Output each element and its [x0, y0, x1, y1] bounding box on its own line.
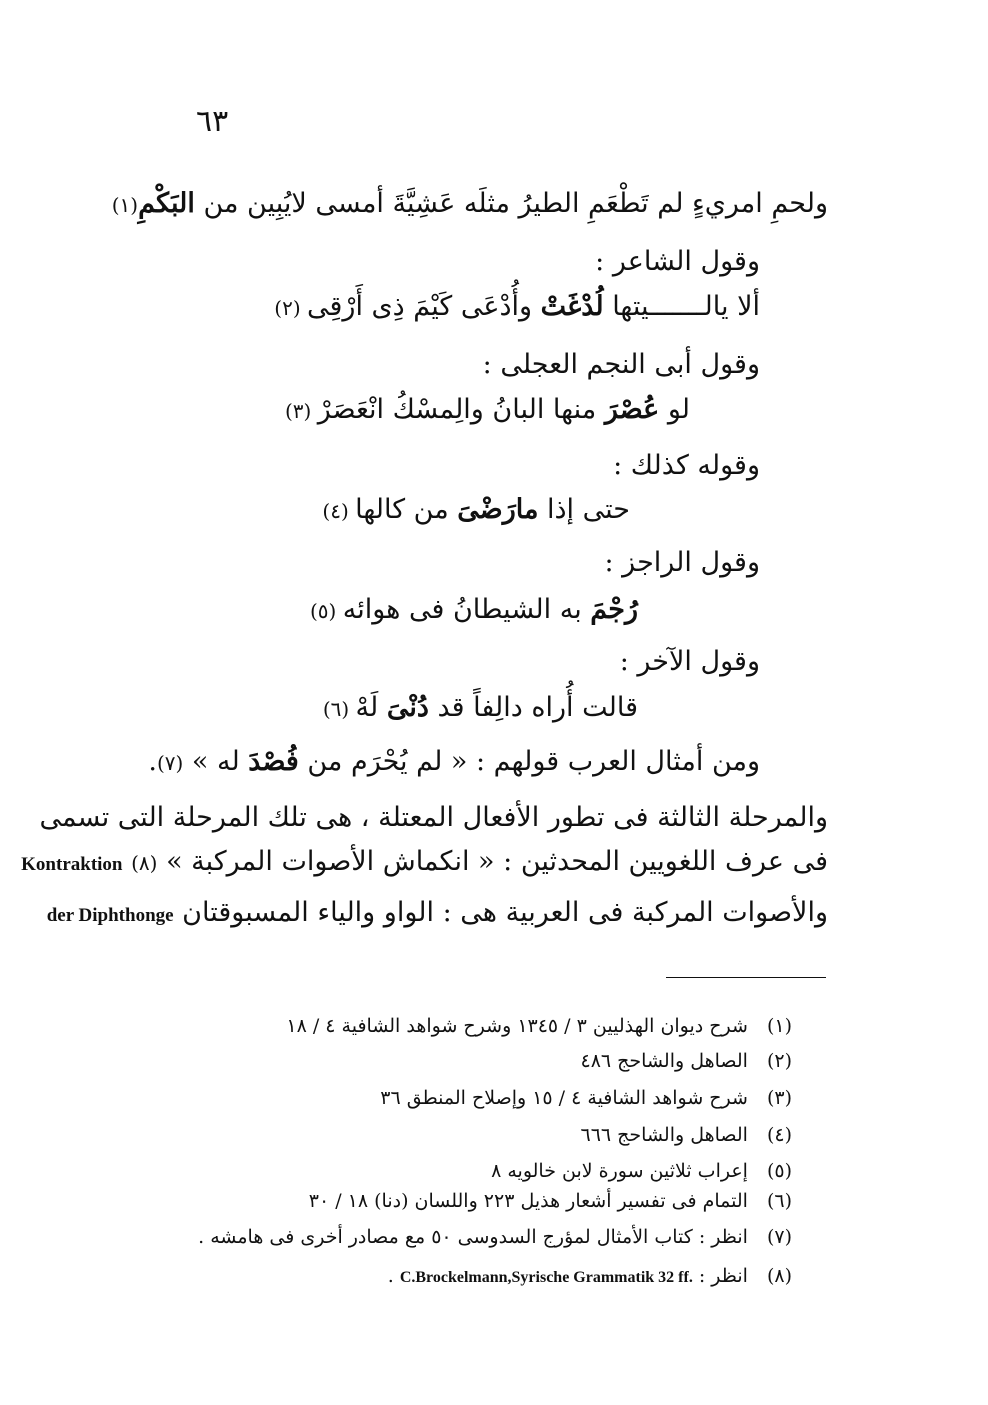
- highlighted-word: فُصْدَ: [248, 746, 299, 777]
- footnote-3: [380, 1084, 792, 1112]
- verse-text: منها البانُ والِمسْكُ انْعَصَرْ: [317, 394, 605, 425]
- footnote-number: (٤): [766, 1124, 792, 1146]
- footnote-number: (١): [766, 1015, 792, 1037]
- footnote-number: (٢): [766, 1050, 792, 1072]
- verse-line-3: [285, 390, 690, 431]
- page-number: ٦٣: [196, 104, 229, 139]
- footnote-latin-citation: C.Brockelmann,Syrische Grammatik 32 ff.: [399, 1269, 693, 1286]
- highlighted-word: رُجْمَ: [590, 594, 638, 625]
- body-text: والأصوات المركبة فى العربية هى : الواو والياء المسبوقتان: [173, 897, 828, 928]
- highlighted-word: لُدْغَتْ: [540, 291, 604, 322]
- verse-text: وأُدْعَى كَيْمَ ذِى أَرْقِى: [307, 291, 541, 322]
- footnote-text: التمام فى تفسير أشعار هذيل ٢٢٣ واللسان (دنا) ١٨ / ٣٠: [308, 1190, 748, 1212]
- period: .: [387, 1265, 400, 1287]
- footnote-text: إعراب ثلاثين سورة لابن خالويه ٨: [491, 1160, 748, 1182]
- footnote-text: شرح شواهد الشافية ٤ / ١٥ وإصلاح المنطق ٣٦: [380, 1087, 748, 1109]
- footnote-number: (٣): [766, 1087, 792, 1109]
- verse-text: ألا يالـــــــيتها: [603, 291, 760, 322]
- intro-line-akhar: وقول الآخر :: [619, 646, 760, 677]
- footnote-ref: (٧): [156, 751, 184, 775]
- verse-text: قالت أُراه دالِفاً قد: [428, 692, 638, 723]
- verse-text: من كالها: [355, 494, 458, 525]
- body-text: ومن أمثال العرب قولهم : « لم يُحْرَم من: [298, 746, 760, 777]
- footnote-7: [198, 1223, 792, 1251]
- period: .: [148, 746, 157, 777]
- intro-line-abi-najm: وقول أبى النجم العجلى :: [482, 349, 760, 380]
- footnote-1: [286, 1012, 792, 1040]
- highlighted-word: البَكْمِ: [138, 188, 195, 219]
- verse-text: لَهْ: [355, 692, 387, 723]
- highlighted-word: عُصْرَ: [604, 394, 660, 425]
- footnote-ref: (٨): [131, 851, 158, 875]
- footnote-divider: [666, 977, 826, 978]
- footnote-ref: (٤): [322, 499, 356, 523]
- intro-line-qawluhu: وقوله كذلك :: [613, 450, 760, 481]
- footnote-text: الصاهل والشاحج ٤٨٦: [580, 1050, 748, 1072]
- intro-line-rajiz: وقول الراجز :: [604, 547, 760, 578]
- paragraph-line-1: والمرحلة الثالثة فى تطور الأفعال المعتلة ، هى تلك المرحلة التى تسمى: [39, 802, 828, 833]
- verse-text: ولحمِ امريءٍ لم تَطْعَمِ الطيرُ مثلَه عَشِيَّةَ أمسى لايُبِين من: [194, 188, 828, 219]
- latin-term: Kontraktion: [21, 854, 123, 875]
- footnote-text: انظر :: [692, 1265, 748, 1287]
- footnote-text: انظر : كتاب الأمثال لمؤرج السدوسى ٥٠ مع مصادر أخرى فى هامشه .: [198, 1226, 748, 1248]
- footnote-number: (٥): [766, 1160, 792, 1182]
- footnote-6: [309, 1187, 792, 1215]
- footnote-8: [388, 1262, 792, 1292]
- footnote-text: شرح ديوان الهذليين ٣ / ١٣٤٥ وشرح شواهد الشافية ٤ / ١٨: [286, 1015, 748, 1037]
- verse-text: لو: [659, 394, 690, 425]
- footnote-4: [581, 1121, 793, 1149]
- footnote-ref: (١): [111, 193, 139, 217]
- footnote-text: الصاهل والشاحج ٦٦٦: [580, 1124, 748, 1146]
- highlighted-word: دُنْىَ: [386, 692, 429, 723]
- footnote-ref: (٥): [309, 599, 343, 623]
- body-text: له »: [183, 746, 249, 777]
- footnote-2: [581, 1047, 793, 1075]
- footnote-ref: (٦): [322, 697, 356, 721]
- footnote-ref: (٢): [274, 296, 307, 320]
- verse-line-2: [274, 287, 760, 328]
- footnote-number: (٧): [766, 1226, 792, 1248]
- verse-line-1: [112, 184, 828, 225]
- intro-line-poet: وقول الشاعر :: [595, 246, 760, 277]
- proverb-line: [148, 742, 760, 783]
- footnote-number: (٨): [766, 1265, 792, 1287]
- paragraph-line-3: [47, 893, 828, 936]
- footnote-5: [491, 1157, 792, 1185]
- body-text: فى عرف اللغويين المحدثين : « انكماش الأصوات المركبة »: [157, 846, 828, 877]
- verse-text: به الشيطانُ فى هوائه: [342, 594, 591, 625]
- verse-line-5: [310, 590, 638, 631]
- highlighted-word: مارَضْىَ: [457, 494, 539, 525]
- footnote-number: (٦): [766, 1190, 792, 1212]
- latin-term: der Diphthonge: [46, 905, 174, 926]
- paragraph-line-2: [21, 842, 828, 885]
- verse-line-6: [323, 688, 638, 729]
- footnote-ref: (٣): [284, 399, 318, 423]
- verse-text: حتى إذا: [538, 494, 630, 525]
- verse-line-4: [322, 490, 630, 531]
